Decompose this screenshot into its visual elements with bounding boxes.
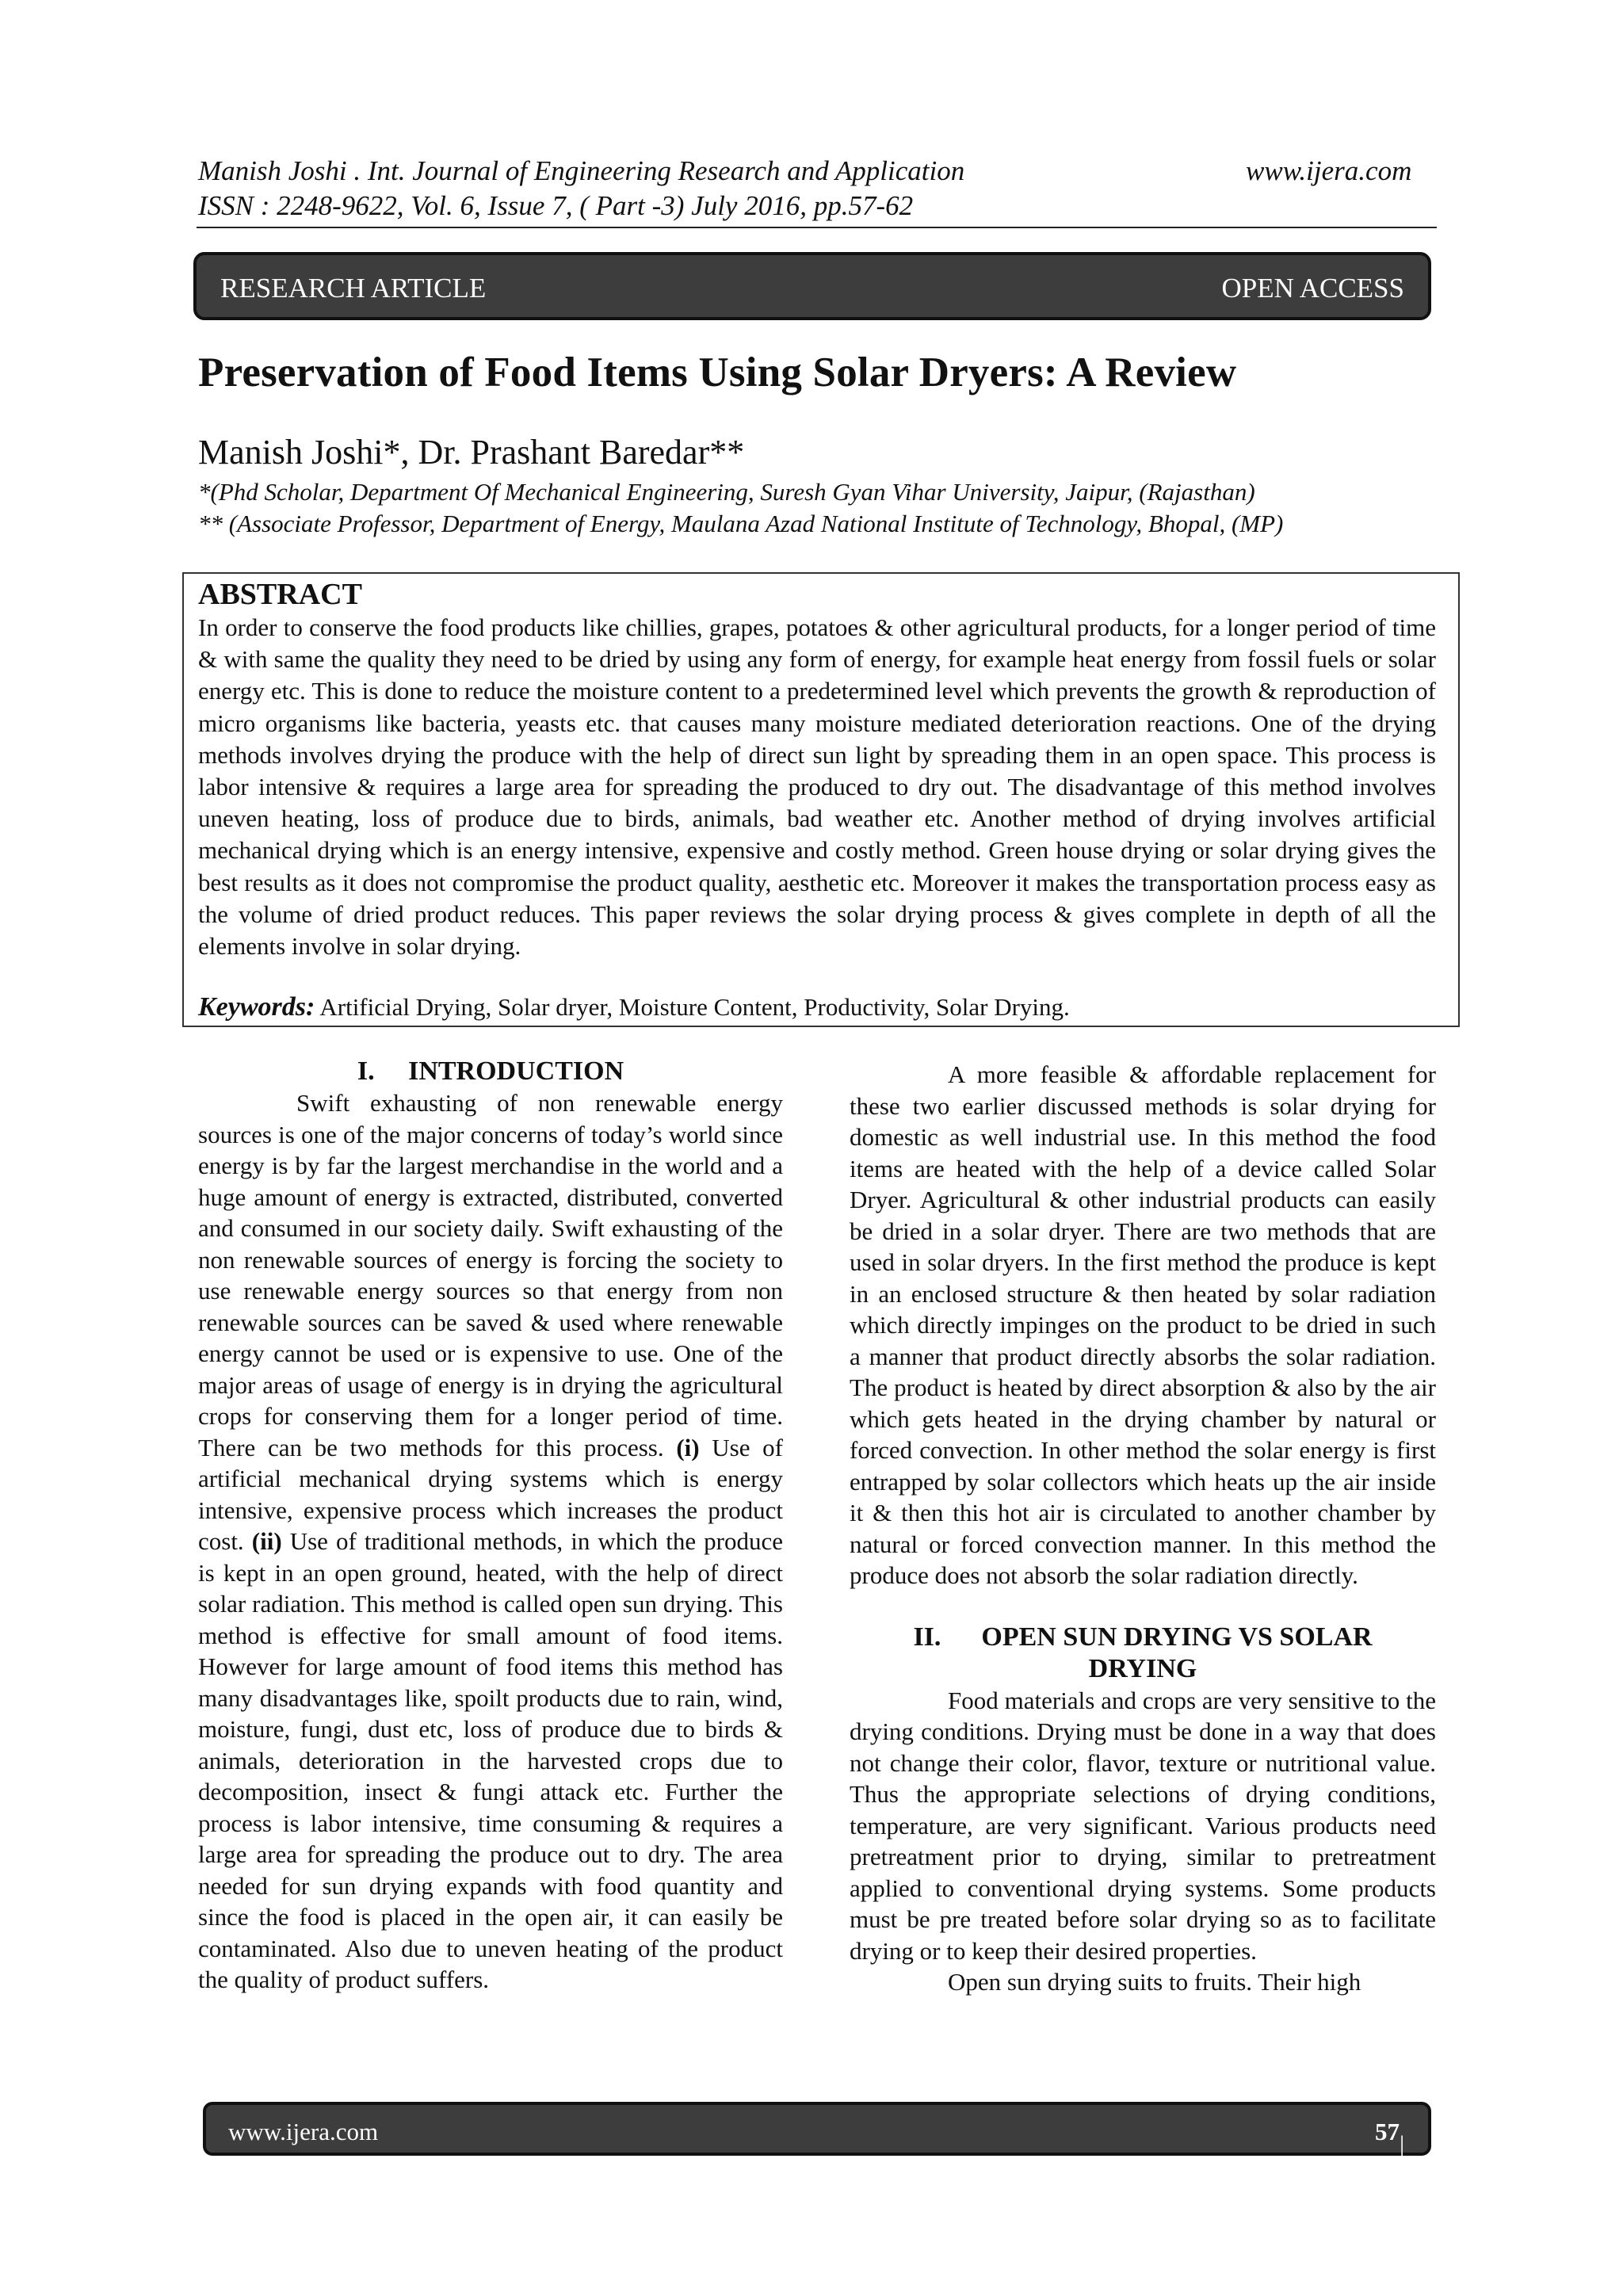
page-number: 57 | P a g e bbox=[1375, 2118, 1413, 2272]
footer-website[interactable]: www.ijera.com bbox=[228, 2118, 379, 2145]
solar-dryer-paragraph: A more feasible & affordable replacement for these two earlier discussed methods is solar drying for domestic as well industrial use. In this method the food items are heated with the help of a device called Solar Dryer. Agricultural & other industrial products can easily be dried in a solar dryer. There are two methods that are used in solar dryers. In the first method the produce is kept in an enclosed structure & then heated by solar radiation which directly impinges on the product to be dried in such a manner that product directly absorbs the solar radiation. The product is heated by direct absorption & also by the air which gets heated in the drying chamber by natural or forced convection. In other method the solar energy is first entrapped by solar collectors which heats up the air inside it & then this hot air is circulated to another chamber by natural or forced convection manner. In this method the produce does not absorb the solar radiation directly. bbox=[850, 1060, 1436, 1589]
header-rule bbox=[197, 227, 1437, 228]
keywords bbox=[198, 992, 1070, 1022]
keywords-label: Keywords: bbox=[198, 992, 315, 1022]
abstract-text: In order to conserve the food products like chillies, grapes, potatoes & other agricultural products, for a longer period of time & with same the quality they need to be dried by using any form of energy, for example heat energy from fossil fuels or solar energy etc. This is done to reduce the moisture content to a predetermined level which prevents the growth & reproduction of micro organisms like bacteria, yeasts etc. that causes many moisture mediated deterioration reactions. One of the drying methods involves drying the produce with the help of direct sun light by spreading them in an open space. This process is labor intensive & requires a large area for spreading the produced to dry out. The disadvantage of this method involves uneven heating, loss of produce due to birds, animals, bad weather etc. Another method of drying involves artificial mechanical drying which is an energy intensive, expensive and costly method. Green house drying or solar drying gives the best results as it does not compromise the product quality, aesthetic etc. Moreover it makes the transportation process easy as the volume of dried product reduces. This paper reviews the solar drying process & gives complete in depth of all the elements involve in solar drying. bbox=[198, 613, 1436, 961]
right-column bbox=[850, 1059, 1436, 1998]
section-2-number: II. bbox=[913, 1622, 941, 1652]
section-2-title-line2: DRYING bbox=[1088, 1653, 1197, 1683]
article-type-banner bbox=[193, 252, 1431, 320]
open-access-label: OPEN ACCESS bbox=[1221, 273, 1404, 304]
section-2-heading bbox=[850, 1622, 1436, 1685]
journal-website[interactable]: www.ijera.com bbox=[1246, 155, 1412, 186]
page-footer bbox=[203, 2102, 1431, 2272]
paper-authors: Manish Joshi*, Dr. Prashant Baredar** bbox=[198, 433, 745, 472]
abstract-heading: ABSTRACT bbox=[198, 578, 362, 611]
keywords-text: Artificial Drying, Solar dryer, Moisture Content, Productivity, Solar Drying. bbox=[315, 993, 1070, 1021]
section-2-title-line1: OPEN SUN DRYING VS SOLAR bbox=[981, 1622, 1373, 1652]
paper-title: Preservation of Food Items Using Solar Dryers: A Review bbox=[198, 350, 1237, 395]
section-1-number: I. bbox=[357, 1056, 375, 1086]
issn-line: ISSN : 2248-9622, Vol. 6, Issue 7, ( Part -3) July 2016, pp.57-62 bbox=[198, 190, 914, 221]
affiliation-2: ** (Associate Professor, Department of Energy, Maulana Azad National Institute of Technology, Bhopal, (MP) bbox=[198, 510, 1284, 537]
journal-header: Manish Joshi . Int. Journal of Engineering Research and Application bbox=[198, 155, 965, 186]
section-1-title: INTRODUCTION bbox=[408, 1056, 624, 1086]
intro-paragraph: Swift exhausting of non renewable energy sources is one of the major concerns of today’s world since energy is by far the largest merchandise in the world and a huge amount of energy is extracted, distributed, converted and consumed in our society daily. Swift exhausting of the non renewable sources of energy is forcing the society to use renewable energy sources so that energy from non renewable sources can be saved & used where renewable energy cannot be used or is expensive to use. One of the major areas of usage of energy is in drying the agricultural crops for conserving them for a longer period of time. There can be two methods for this process. (i) Use of artificial mechanical drying systems which is energy intensive, expensive process which increases the product cost. (ii) Use of traditional methods, in which the produce is kept in an open ground, heated, with the help of direct solar radiation. This method is called open sun drying. This method is effective for small amount of food items. However for large amount of food items this method has many disadvantages like, spoilt products due to rain, wind, moisture, fungi, dust etc, loss of produce due to birds & animals, deterioration in the harvested crops due to decomposition, insect & fungi attack etc. Further the process is labor intensive, time consuming & requires a large area for spreading the produce out to dry. The area needed for sun drying expands with food quantity and since the food is placed in the open air, it can easily be contaminated. Also due to uneven heating of the product the quality of product suffers. bbox=[198, 1089, 784, 1993]
left-column bbox=[198, 1056, 783, 1996]
research-article-label: RESEARCH ARTICLE bbox=[220, 273, 487, 304]
open-sun-paragraph: Open sun drying suits to fruits. Their high bbox=[948, 1968, 1361, 1996]
section-1-heading bbox=[198, 1056, 783, 1087]
affiliation-1: *(Phd Scholar, Department Of Mechanical Engineering, Suresh Gyan Vihar University, Jaipur, (Rajasthan) bbox=[198, 478, 1255, 506]
drying-conditions-paragraph: Food materials and crops are very sensitive to the drying conditions. Drying must be done in a way that does not change their color, flavor, texture or nutritional value. Thus the appropriate selections of drying conditions, temperature, are very significant. Various products need pretreatment prior to drying, similar to pretreatment applied to conventional drying systems. Some products must be pre treated before solar drying so as to facilitate drying or to keep their desired properties. bbox=[850, 1686, 1436, 1965]
